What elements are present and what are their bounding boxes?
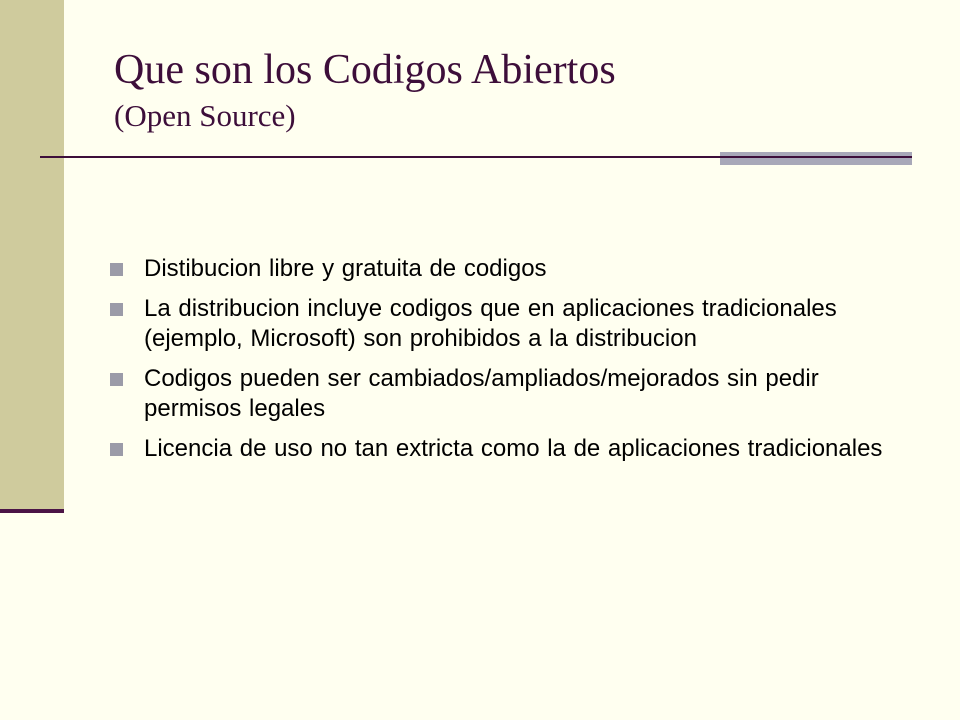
square-bullet-icon: [110, 373, 123, 386]
title-divider-accent: [720, 152, 912, 165]
bullet-text: La distribucion incluye codigos que en aplicaciones tradicionales (ejemplo, Microsoft) son prohibidos a la distribucion: [144, 295, 837, 352]
bullet-item: [110, 254, 910, 284]
bullet-item: [110, 294, 910, 354]
decorative-side-bar: [0, 0, 64, 510]
square-bullet-icon: [110, 443, 123, 456]
bullet-item: [110, 434, 910, 464]
title-subtitle: (Open Source): [114, 98, 296, 133]
title-divider-accent-line: [720, 156, 912, 158]
slide-title: [114, 44, 914, 136]
bullet-item: [110, 364, 910, 424]
bullet-text: Distibucion libre y gratuita de codigos: [144, 255, 547, 282]
square-bullet-icon: [110, 263, 123, 276]
bullet-list: [110, 254, 910, 474]
bullet-text: Codigos pueden ser cambiados/ampliados/mejorados sin pedir permisos legales: [144, 365, 819, 422]
square-bullet-icon: [110, 303, 123, 316]
title-divider: [40, 156, 720, 158]
bullet-text: Licencia de uso no tan extricta como la de aplicaciones tradicionales: [144, 435, 883, 462]
side-bar-underline: [0, 509, 64, 513]
title-main: Que son los Codigos Abiertos: [114, 47, 616, 93]
